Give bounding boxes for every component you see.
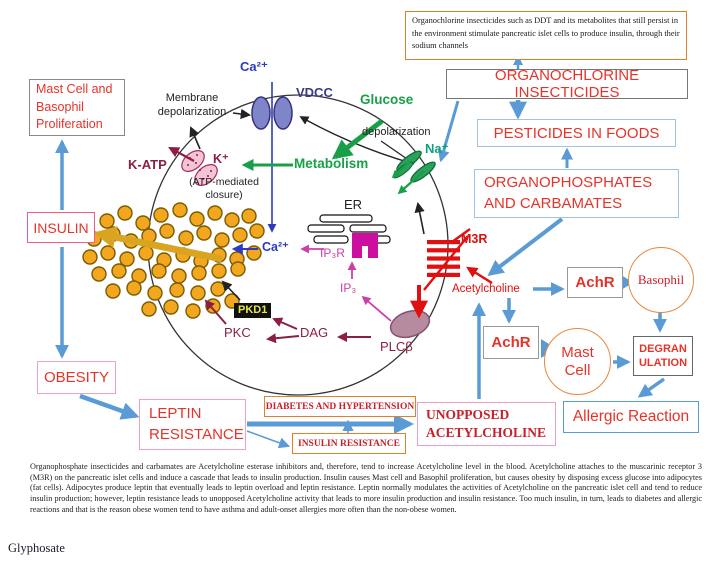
obesity-box[interactable] [37,361,116,394]
degranulation-to-allergic-arrow [640,379,664,396]
achr-label-2: AchR [491,334,531,351]
explanation-paragraph: Organophosphate insecticides and carbamates are Acetylcholine esterase inhibitors and, therefore, tend to increase Acetylcholine level in the blood. Acetylcholine attaches to the muscarinic receptor 3 (M3R) on the pancreatic islet cells and induce a cascade that leads to insulin production. Insulin causes Mast cell and Basophil proliferation, but causes obesity by disposing excess glucose into adipocytes (fat cells). Adipocytes produce leptin that eventually leads to leptin overload and leptin resistance. Leptin normally modulates the activities of Acetylcholine on the pancreatic islet cell and tend to reduce insulin production; however, leptin resistance leads to unopposed Acetylcholine activity that leads to more insulin production and insulin resistance. Too much insulin, in turn, leads to diabetes and allergic reactions and that is the reason obese women tend to have asthma and adult-onset allergies more often than the non-obese women. [30,462,702,514]
pkc-label: PKC [224,325,251,340]
insulin-granule [179,231,193,245]
dag-label: DAG [300,325,329,340]
insulin-granule [172,269,186,283]
pesticides-label: PESTICIDES IN FOODS [493,124,660,142]
insulin-resistance-box[interactable] [292,433,406,454]
insulin-granule [164,300,178,314]
insulin-granule [139,246,153,260]
obesity-to-leptin-arrow [80,396,136,416]
insulin-granule [148,286,162,300]
achr-box-mastcell[interactable] [483,326,539,359]
basophil-circle[interactable] [628,247,694,313]
diabetes-hypertension-box[interactable] [264,396,416,417]
organophosphates-to-acetylcholine-arrow [490,219,562,274]
plcb-label: PLCβ [380,339,413,354]
insulin-label: INSULIN [33,219,89,236]
insulin-granule [191,286,205,300]
allergic-reaction-box[interactable] [563,401,699,433]
mast-basophil-proliferation-label: Mast Cell and Basophil Proliferation [36,82,113,132]
leptin-to-insulin-resistance-arrow [247,431,288,446]
glyphosate-caption: Glyphosate [8,541,65,555]
insulin-granule [173,203,187,217]
organophosphates-box[interactable] [474,169,679,218]
insulin-granule [136,216,150,230]
insulin-granule [170,283,184,297]
m3r-to-na-arrow [418,204,424,234]
mast-basophil-proliferation-box[interactable] [29,79,125,136]
insulin-granule [160,224,174,238]
organochlorine-label: ORGANOCHLORINE INSECTICIDES [494,67,640,101]
leptin-resistance-box[interactable] [139,399,246,450]
degranulation-label-line2: ULATION [638,357,688,369]
depolarization-to-vdcc-arrow [233,113,249,115]
mast-cell-circle[interactable] [544,328,611,395]
achr-label-1: AchR [575,274,615,291]
insulin-granule [211,282,225,296]
degranulation-label-line1: DEGRAN [639,342,687,355]
membrane-depolarization-label: Membrane depolarization [157,92,227,118]
insulin-granule [92,267,106,281]
insulin-granule [152,264,166,278]
basophil-label: Basophil [637,272,685,287]
sodium-label: Na⁺ [425,141,449,156]
calcium-intracellular-label: Ca²⁺ [262,240,289,254]
dag-to-pkd1-arrow [274,319,297,329]
degranulation-box[interactable] [633,336,693,376]
ddt-note-box [405,11,687,60]
glucose-label: Glucose [360,92,414,107]
katp-label: K-ATP [128,157,167,172]
achr-box-basophil[interactable] [567,267,623,298]
allergic-reaction-label: Allergic Reaction [572,408,690,425]
insulin-granule [127,281,141,295]
insulin-granule [112,264,126,278]
vdcc-label: VDCC [296,85,333,100]
m3r-label: M3R [461,232,488,246]
insulin-granule [186,304,200,318]
diabetes-hypertension-label: DIABETES AND HYPERTENSION [265,401,415,412]
plcb-to-ip3-arrow [363,297,391,321]
insulin-granule [106,284,120,298]
insulin-granules-cluster [83,203,264,318]
insulin-granule [225,213,239,227]
dag-to-pkc-arrow [268,336,299,339]
acetylcholine-label: Acetylcholine [452,283,520,295]
acetylcholine-to-m3r-arrow [468,268,492,283]
mast-cell-label: Mast Cell [561,344,594,379]
unopposed-acetylcholine-box[interactable] [417,402,556,446]
insulin-granule [242,209,256,223]
insulin-granule [190,212,204,226]
insulin-granule [250,224,264,238]
depolarization-label: depolarization [362,126,431,138]
ddt-note-text: Organochlorine insecticides such as DDT and its metabolites that still persist in the environment stimulate pancreatic islet cells to produce insulin, through their sodium channels [412,16,680,51]
ip3r-channel [352,233,378,258]
plcb-protein [387,306,433,342]
organochlorine-box[interactable] [446,69,688,99]
ip3-label: IP₃ [340,281,357,295]
kplus-label: K⁺ [213,152,229,166]
unopposed-acetylcholine-label: UNOPPOSED ACETYLCHOLINE [426,407,547,440]
obesity-label: OBESITY [43,369,110,386]
insulin-granule [206,299,220,313]
ip3r-label: IP₃R [320,246,345,260]
organophosphates-label: ORGANOPHOSPHATES AND CARBAMATES [484,174,653,212]
metabolism-label: Metabolism [294,156,369,171]
insulin-granule [192,266,206,280]
insulin-granule [231,262,245,276]
insulin-resistance-label: INSULIN RESISTANCE [298,438,400,449]
insulin-granule [100,214,114,228]
insulin-granule [101,246,115,260]
insulin-granule [83,250,97,264]
insulin-granule [120,252,134,266]
er-label: ER [344,197,363,212]
insulin-granule [215,233,229,247]
pkd1-label: PKD1 [234,303,271,318]
leptin-resistance-label: LEPTIN RESISTANCE [149,405,244,443]
insulin-granule [118,206,132,220]
insulin-granule [142,302,156,316]
insulin-box[interactable] [27,212,95,243]
insulin-granule [212,264,226,278]
calcium-extracellular-label: Ca²⁺ [240,59,268,74]
insulin-granule [154,208,168,222]
atp-closure-label: (ATP-mediated closure) [189,176,259,201]
insulin-granule [208,206,222,220]
insulin-granule [197,226,211,240]
pesticides-box[interactable] [477,119,676,147]
insulin-granule [233,228,247,242]
